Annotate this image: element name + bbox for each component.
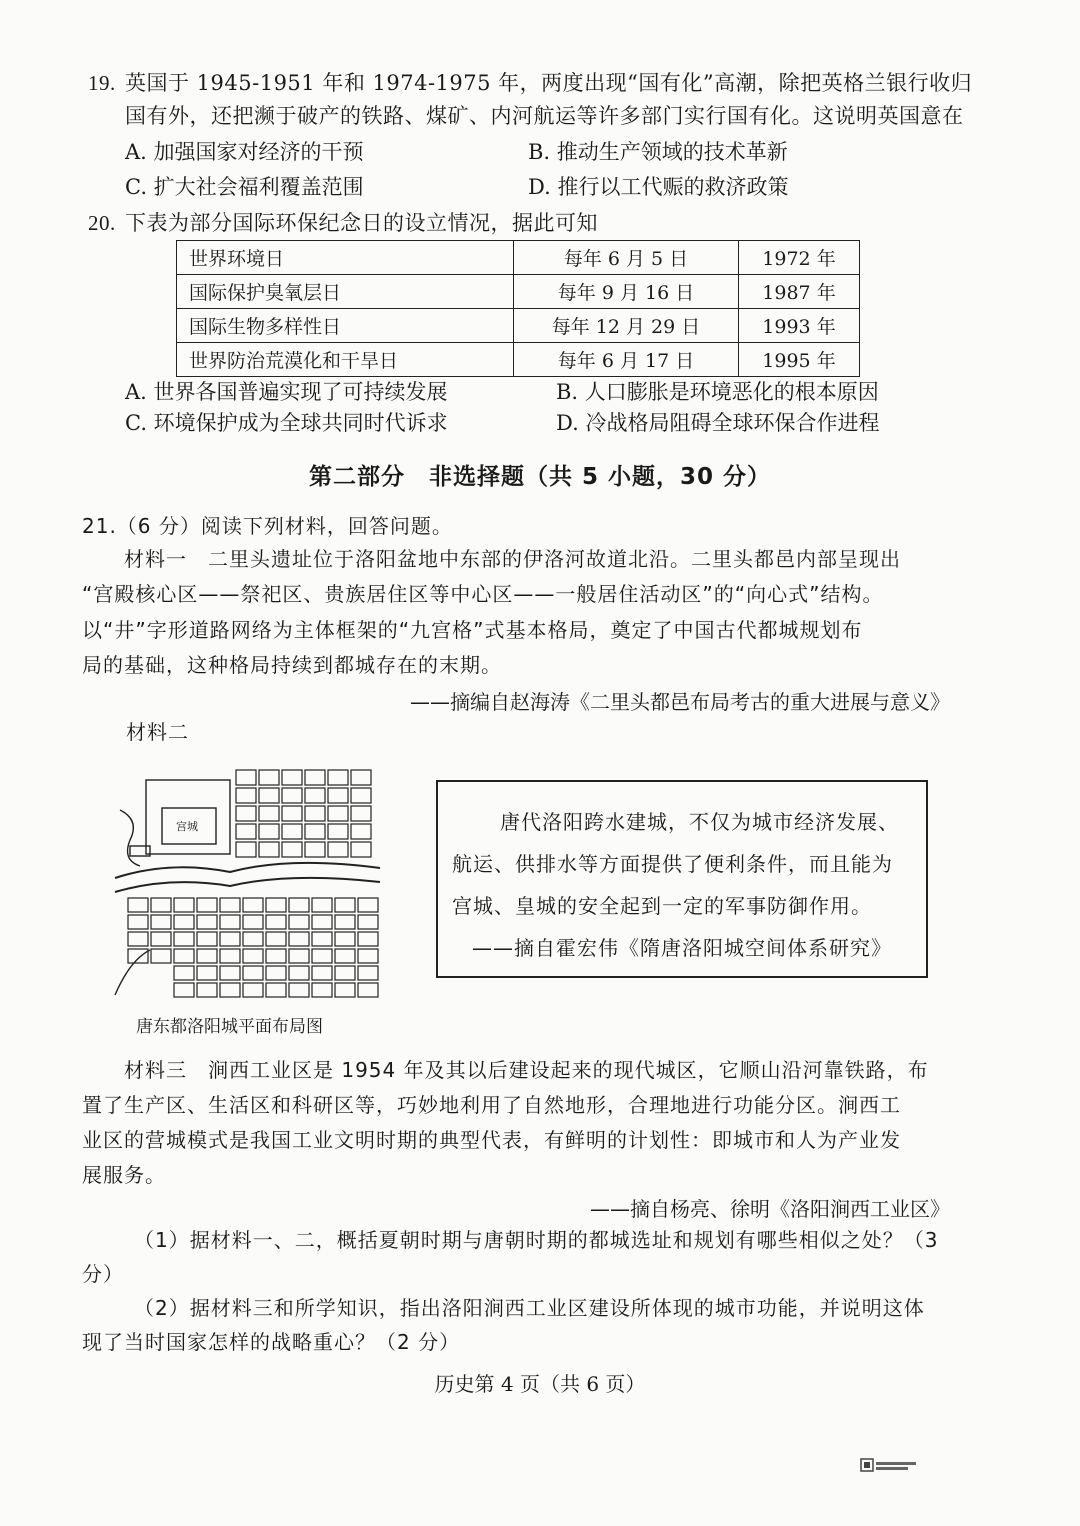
- map-block: [197, 966, 217, 980]
- map-block: [236, 824, 256, 839]
- q19-option-b: B. 推动生产领域的技术革新: [528, 140, 788, 164]
- map-block: [335, 898, 355, 912]
- map-block: [328, 806, 348, 821]
- map-block: [220, 915, 240, 929]
- table-cell-date: 每年 6 月 17 日: [514, 343, 739, 377]
- map-block: [197, 915, 217, 929]
- table-row: [177, 275, 860, 309]
- q19-option-c: C. 扩大社会福利覆盖范围: [125, 175, 364, 199]
- table-cell-name: 国际保护臭氧层日: [177, 275, 514, 309]
- map-block: [312, 932, 332, 946]
- table-cell-date: 每年 6 月 5 日: [514, 241, 739, 275]
- map-block: [128, 932, 148, 946]
- map-block: [266, 915, 286, 929]
- environment-days-table: [176, 240, 860, 377]
- map-block: [312, 915, 332, 929]
- map-block: [351, 842, 371, 857]
- map-block: [351, 770, 371, 785]
- q20-option-c: C. 环境保护成为全球共同时代诉求: [125, 411, 448, 435]
- map-block: [266, 949, 286, 963]
- map-block: [259, 770, 279, 785]
- map-block: [243, 949, 263, 963]
- q19-option-d: D. 推行以工代赈的救济政策: [528, 175, 789, 199]
- map-block: [358, 898, 378, 912]
- map-block: [174, 966, 194, 980]
- map-block: [351, 806, 371, 821]
- map-block: [128, 898, 148, 912]
- map-block: [282, 842, 302, 857]
- map-block: [259, 788, 279, 803]
- map-block: [128, 915, 148, 929]
- map-block: [335, 983, 355, 997]
- map-block: [220, 966, 240, 980]
- map-block: [328, 770, 348, 785]
- material-2-quote-box: [436, 780, 928, 978]
- map-block: [328, 824, 348, 839]
- table-row: [177, 343, 860, 377]
- map-block: [358, 915, 378, 929]
- map-block: [174, 932, 194, 946]
- q19-option-a: A. 加强国家对经济的干预: [125, 140, 364, 164]
- map-block: [289, 915, 309, 929]
- map-block: [174, 898, 194, 912]
- map-block: [151, 898, 171, 912]
- table-cell-date: 每年 9 月 16 日: [514, 275, 739, 309]
- map-block: [243, 983, 263, 997]
- map-block: [305, 842, 325, 857]
- table-cell-name: 国际生物多样性日: [177, 309, 514, 343]
- q19-number: 19.: [88, 71, 116, 95]
- map-block: [328, 788, 348, 803]
- material-1-source: ——摘编自赵海涛《二里头都邑布局考古的重大进展与意义》: [410, 690, 950, 714]
- map-block: [197, 949, 217, 963]
- sub-question-2-line1: （2）据材料三和所学知识，指出洛阳涧西工业区建设所体现的城市功能，并说明这体: [134, 1296, 925, 1320]
- quote-source: ——摘自霍宏伟《隋唐洛阳城空间体系研究》: [472, 936, 892, 960]
- map-block: [305, 824, 325, 839]
- map-block: [282, 770, 302, 785]
- map-block: [289, 949, 309, 963]
- map-block: [259, 806, 279, 821]
- map-block: [220, 898, 240, 912]
- table-cell-year: 1987 年: [739, 275, 860, 309]
- map-block: [243, 966, 263, 980]
- q20-stem: 下表为部分国际环保纪念日的设立情况，据此可知: [125, 211, 598, 235]
- table-cell-date: 每年 12 月 29 日: [514, 309, 739, 343]
- map-block: [289, 932, 309, 946]
- map-block: [312, 949, 332, 963]
- table-row: [177, 309, 860, 343]
- material-3-source: ——摘自杨亮、徐明《洛阳涧西工业区》: [590, 1197, 950, 1221]
- q20-option-d: D. 冷战格局阻碍全球环保合作进程: [556, 411, 880, 435]
- map-block: [289, 898, 309, 912]
- map-block: [243, 915, 263, 929]
- map-block: [259, 842, 279, 857]
- sub-question-1-line1: （1）据材料一、二，概括夏朝时期与唐朝时期的都城选址和规划有哪些相似之处？（3: [134, 1228, 939, 1252]
- map-block: [282, 824, 302, 839]
- map-block: [282, 806, 302, 821]
- table-cell-name: 世界环境日: [177, 241, 514, 275]
- map-block: [220, 932, 240, 946]
- sub-question-2-line2: 现了当时国家怎样的战略重心？（2 分）: [82, 1330, 461, 1354]
- q21-header: 21.（6 分）阅读下列材料，回答问题。: [82, 514, 453, 538]
- table-row: [177, 241, 860, 275]
- map-block: [335, 966, 355, 980]
- table-cell-year: 1972 年: [739, 241, 860, 275]
- map-label-palace: 宫城: [176, 820, 198, 833]
- map-block: [128, 949, 148, 963]
- map-block: [312, 898, 332, 912]
- material-1-line: “宫殿核心区——祭祀区、贵族居住区等中心区——一般居住活动区”的“向心式”结构。: [82, 582, 884, 606]
- map-block: [151, 932, 171, 946]
- sub-question-1-line2: 分）: [82, 1262, 124, 1286]
- map-block: [328, 842, 348, 857]
- map-block: [305, 806, 325, 821]
- map-block: [335, 932, 355, 946]
- map-block: [282, 788, 302, 803]
- q20-option-b: B. 人口膨胀是环境恶化的根本原因: [556, 380, 879, 404]
- map-block: [358, 932, 378, 946]
- luoyang-city-map: [110, 760, 385, 1005]
- map-block: [174, 983, 194, 997]
- map-block: [305, 788, 325, 803]
- map-block: [312, 983, 332, 997]
- map-block: [243, 898, 263, 912]
- browser-logo-icon: [860, 1456, 920, 1476]
- material-1-line: 局的基础，这种格局持续到都城存在的末期。: [82, 653, 502, 677]
- map-block: [236, 788, 256, 803]
- map-block: [266, 932, 286, 946]
- map-block: [259, 824, 279, 839]
- map-block: [312, 966, 332, 980]
- material-3-line: 置了生产区、生活区和科研区等，巧妙地利用了自然地形，合理地进行功能分区。涧西工: [82, 1093, 901, 1117]
- map-block: [236, 842, 256, 857]
- map-block: [174, 949, 194, 963]
- q19-stem-line1: 英国于 1945-1951 年和 1974-1975 年，两度出现“国有化”高潮，除把英格兰银行收归: [125, 71, 973, 95]
- q19-stem-line2: 国有外，还把濒于破产的铁路、煤矿、内河航运等许多部门实行国有化。这说明英国意在: [125, 104, 964, 128]
- material-1-line: 以“井”字形道路网络为主体框架的“九宫格”式基本格局，奠定了中国古代都城规划布: [82, 618, 863, 642]
- material-3-line: 业区的营城模式是我国工业文明时期的典型代表，有鲜明的计划性：即城市和人为产业发: [82, 1128, 901, 1152]
- map-block: [351, 824, 371, 839]
- map-block: [197, 898, 217, 912]
- q20-option-a: A. 世界各国普遍实现了可持续发展: [125, 380, 448, 404]
- section-title: 第二部分 非选择题（共 5 小题，30 分）: [308, 464, 772, 490]
- map-block: [197, 932, 217, 946]
- map-block: [236, 806, 256, 821]
- map-block: [220, 983, 240, 997]
- material-3-line: 展服务。: [82, 1163, 166, 1187]
- map-block: [197, 983, 217, 997]
- table-cell-year: 1993 年: [739, 309, 860, 343]
- material-3-line: 材料三 涧西工业区是 1954 年及其以后建设起来的现代城区，它顺山沿河靠铁路，布: [82, 1058, 929, 1082]
- material-2-label: 材料二: [126, 720, 189, 744]
- map-block: [266, 983, 286, 997]
- map-block: [351, 788, 371, 803]
- map-block: [220, 949, 240, 963]
- map-block: [151, 915, 171, 929]
- map-block: [289, 966, 309, 980]
- quote-line: 宫城、皇城的安全起到一定的军事防御作用。: [452, 894, 872, 918]
- map-block: [289, 983, 309, 997]
- material-1-line: 材料一 二里头遗址位于洛阳盆地中东部的伊洛河故道北沿。二里头都邑内部呈现出: [82, 547, 901, 571]
- quote-line: 唐代洛阳跨水建城，不仅为城市经济发展、: [500, 810, 899, 834]
- q20-number: 20.: [88, 211, 116, 235]
- table-cell-name: 世界防治荒漠化和干旱日: [177, 343, 514, 377]
- quote-line: 航运、供排水等方面提供了便利条件，而且能为: [452, 852, 893, 876]
- map-block: [266, 898, 286, 912]
- map-block: [266, 966, 286, 980]
- map-block: [243, 932, 263, 946]
- map-caption: 唐东都洛阳城平面布局图: [136, 1017, 323, 1037]
- map-block: [358, 949, 378, 963]
- map-block: [335, 949, 355, 963]
- map-block: [151, 949, 171, 963]
- map-block: [335, 915, 355, 929]
- map-block: [358, 983, 378, 997]
- map-block: [174, 915, 194, 929]
- map-block: [305, 770, 325, 785]
- map-block: [358, 966, 378, 980]
- map-block: [236, 770, 256, 785]
- page-footer: 历史第 4 页（共 6 页）: [434, 1372, 646, 1396]
- table-cell-year: 1995 年: [739, 343, 860, 377]
